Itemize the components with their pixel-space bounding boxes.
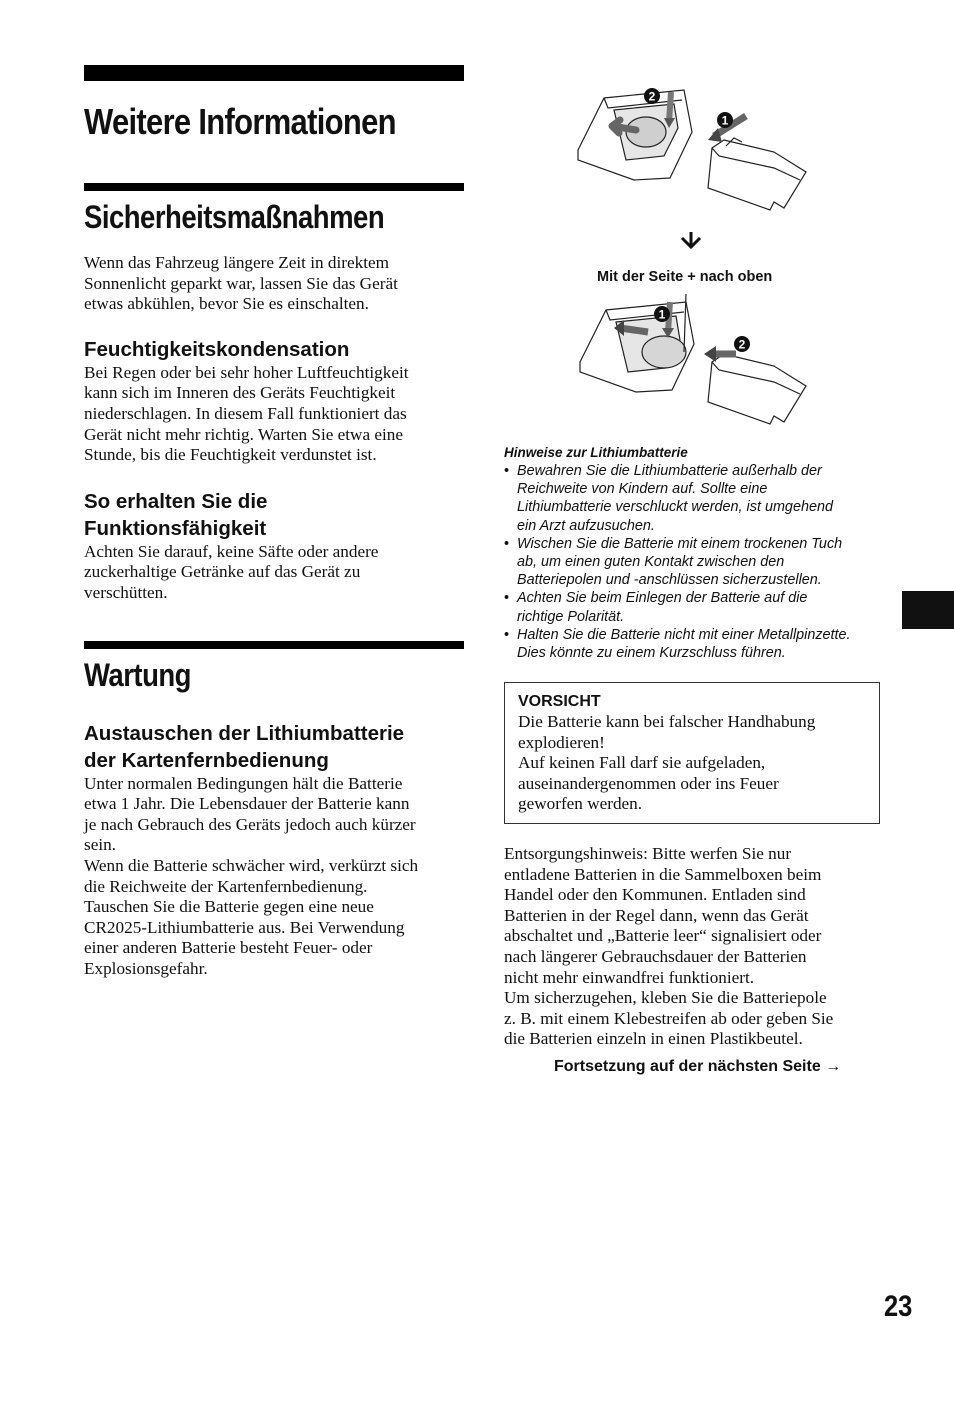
text-line: nach längerer Gebrauchsdauer der Batterien	[504, 946, 807, 966]
safety-intro	[84, 253, 464, 315]
disposal-notice	[504, 844, 833, 1050]
text-line: Lithiumbatterie verschluckt werden, ist umgehend	[517, 499, 833, 516]
step-badge: 2	[648, 89, 656, 104]
text-line: explodieren!	[518, 732, 605, 752]
caution-title: VORSICHT	[518, 693, 601, 710]
text-line: entladene Batterien in die Sammelboxen beim	[504, 864, 822, 884]
section-rule	[84, 641, 464, 649]
list-item	[504, 535, 851, 590]
notes-title: Hinweise zur Lithiumbatterie	[504, 445, 688, 460]
text-line: ab, um einen guten Kontakt zwischen den	[517, 554, 785, 571]
text-line: • Bewahren Sie die Lithiumbatterie außerhalb der	[517, 463, 822, 479]
text-line: Achten Sie darauf, keine Säfte oder andere	[84, 541, 379, 561]
list-item	[504, 626, 851, 662]
text-line: • Halten Sie die Batterie nicht mit einer Metallpinzette.	[517, 626, 851, 643]
list-item	[504, 589, 851, 625]
section-rule	[84, 183, 464, 191]
text-line: zuckerhaltige Getränke auf das Gerät zu	[84, 562, 361, 582]
text-line: Batteriepolen und -anschlüssen sicherzustellen.	[517, 572, 822, 589]
text-line: Batterien in der Regel dann, wenn das Gerät	[504, 905, 809, 925]
left-column	[84, 65, 464, 979]
list-item	[504, 462, 851, 535]
text-line: nicht mehr einwandfrei funktioniert.	[504, 967, 755, 987]
text-line: je nach Gebrauch des Geräts jedoch auch kürzer	[84, 814, 416, 834]
functionality-text	[84, 542, 464, 604]
section-title-maintenance: Wartung	[84, 656, 191, 693]
text-line: CR2025-Lithiumbatterie aus. Bei Verwendung	[84, 917, 405, 937]
arrow-down-icon	[678, 230, 704, 250]
notes-list	[504, 462, 851, 662]
section-tab-marker	[902, 591, 954, 629]
continued-next-page: Fortsetzung auf der nächsten Seite →	[554, 1058, 842, 1075]
text-line: auseinandergenommen oder ins Feuer	[518, 773, 779, 793]
step-badge: 1	[721, 113, 729, 128]
text-line: • Wischen Sie die Batterie mit einem trockenen Tuch	[517, 535, 843, 552]
subheading-battery-replace	[84, 720, 464, 774]
text-line: Auf keinen Fall darf sie aufgeladen,	[518, 753, 766, 773]
text-line: etwa 1 Jahr. Die Lebensdauer der Batterie kann	[84, 794, 410, 814]
text-line: kann sich im Inneren des Geräts Feuchtigkeit	[84, 383, 396, 403]
text-line: Unter normalen Bedingungen hält die Batterie	[84, 773, 403, 793]
page-number: 23	[884, 1290, 913, 1323]
text-line: richtige Polarität.	[517, 608, 625, 625]
text-line: Bei Regen oder bei sehr hoher Luftfeuchtigkeit	[84, 362, 409, 382]
text-line: Sonnenlicht geparkt war, lassen Sie das Gerät	[84, 273, 398, 293]
text-line: verschütten.	[84, 582, 168, 602]
text-line: die Reichweite der Kartenfernbedienung.	[84, 876, 368, 896]
subheading-functionality	[84, 488, 464, 542]
text-line: einer anderen Batterie besteht Feuer- oder	[84, 938, 373, 958]
text-line: ein Arzt aufzusuchen.	[517, 517, 655, 534]
text-line: Wenn die Batterie schwächer wird, verkürzt sich	[84, 855, 419, 875]
text-line: Die Batterie kann bei falscher Handhabung	[518, 712, 816, 731]
section-title-safety: Sicherheitsmaßnahmen	[84, 199, 385, 235]
text-line: sein.	[84, 835, 116, 855]
text-line: z. B. mit einem Klebestreifen ab oder geben Sie	[504, 1008, 834, 1028]
illustration-caption: Mit der Seite + nach oben	[597, 269, 773, 285]
caution-box	[504, 682, 880, 824]
text-line: Explosionsgefahr.	[84, 958, 208, 978]
subheading-condensation: Feuchtigkeitskondensation	[84, 337, 350, 361]
step-badge: 1	[658, 307, 666, 322]
text-line: Gerät nicht mehr richtig. Warten Sie etwa eine	[84, 424, 404, 444]
text-line: Dies könnte zu einem Kurzschluss führen.	[517, 645, 786, 662]
text-line: Handel oder den Kommunen. Entladen sind	[504, 885, 806, 905]
subheading-line: Austauschen der Lithiumbatterie	[84, 721, 405, 745]
subheading-line: der Kartenfernbedienung	[84, 748, 329, 772]
text-line: die Batterien einzeln in einen Plastikbeutel.	[504, 1029, 803, 1049]
text-line: Tauschen Sie die Batterie gegen eine neue	[84, 897, 374, 917]
text-line: Um sicherzugehen, kleben Sie die Batteriepole	[504, 988, 827, 1008]
battery-removal-illustration	[574, 80, 814, 220]
subheading-line: So erhalten Sie die	[84, 489, 268, 513]
text-line: geworfen werden.	[518, 794, 643, 814]
text-line: Wenn das Fahrzeug längere Zeit in direktem	[84, 253, 390, 272]
text-line: Stunde, bis die Feuchtigkeit verdunstet ist.	[84, 445, 377, 465]
text-line: • Achten Sie beim Einlegen der Batterie auf die	[517, 590, 808, 607]
battery-replace-text	[84, 774, 464, 980]
text-line: etwas abkühlen, bevor Sie es einschalten.	[84, 294, 369, 314]
condensation-text	[84, 363, 464, 466]
text-line: abschaltet und „Batterie leer“ signalisiert oder	[504, 926, 822, 946]
title-rule	[84, 65, 464, 81]
text-line: Reichweite von Kindern auf. Sollte eine	[517, 481, 768, 498]
page-title: Weitere Informationen	[84, 101, 396, 142]
text-line: Entsorgungshinweis: Bitte werfen Sie nur	[504, 844, 792, 863]
step-badge: 2	[738, 337, 746, 352]
battery-insert-illustration	[576, 292, 816, 437]
subheading-line: Funktionsfähigkeit	[84, 516, 267, 540]
text-line: niederschlagen. In diesem Fall funktioniert das	[84, 403, 407, 423]
